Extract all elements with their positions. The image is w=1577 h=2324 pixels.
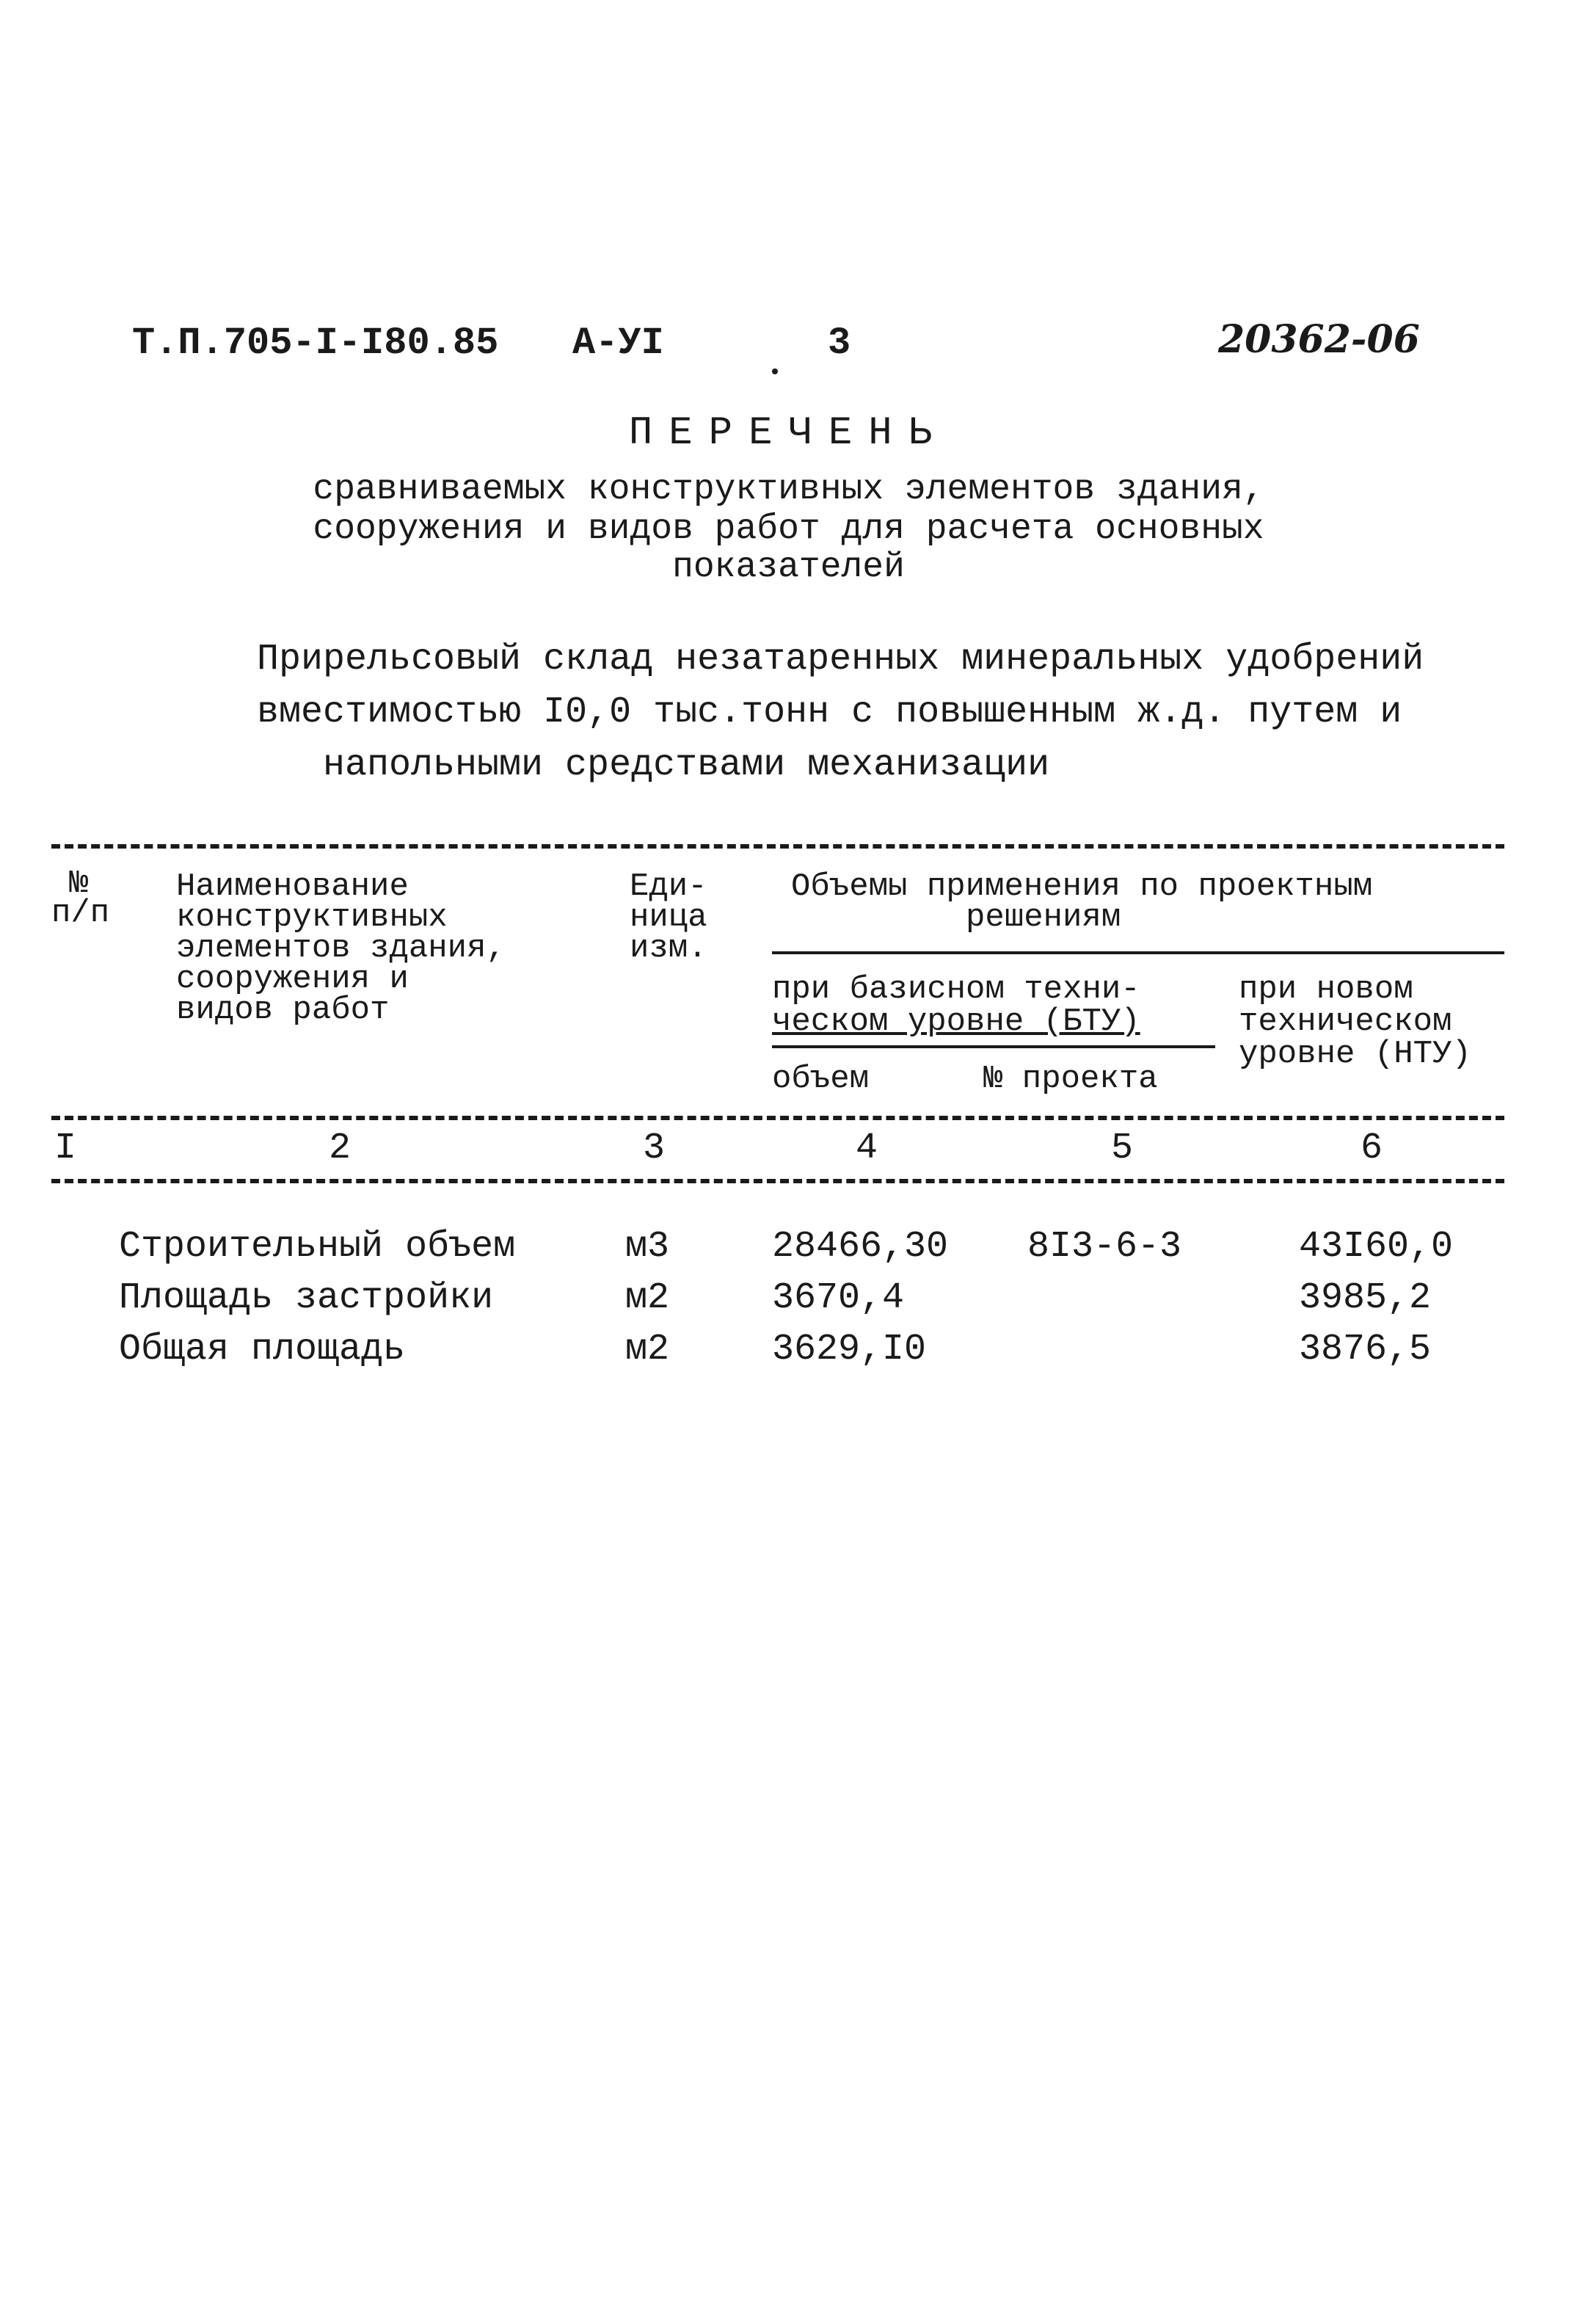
header-volumes-line-1: Объемы применения по проектным — [791, 868, 1373, 905]
header-btu-project: № проекта — [983, 1061, 1158, 1097]
row-3-name: Общая площадь — [119, 1329, 406, 1370]
row-1-btu-project: 8I3-6-3 — [1027, 1226, 1182, 1268]
row-2-ntu-volume: 3985,2 — [1299, 1277, 1432, 1319]
header-no-symbol: № — [69, 865, 89, 902]
column-numbers-bottom-rule — [51, 1179, 1504, 1183]
header-btu-rule — [772, 1045, 1215, 1048]
subtitle-line-1: сравниваемых конструктивных элементов здания, — [313, 470, 1264, 509]
header-bottom-rule — [51, 1116, 1504, 1120]
header-ntu-line-1: при новом — [1239, 971, 1413, 1008]
column-number-4: 4 — [856, 1127, 878, 1169]
column-number-1: I — [54, 1127, 77, 1169]
row-3-btu-volume: 3629,I0 — [772, 1329, 927, 1370]
row-2-btu-volume: 3670,4 — [772, 1277, 905, 1319]
row-2-name: Площадь застройки — [119, 1277, 494, 1319]
header-name-line-1: Наименование — [176, 868, 409, 905]
header-volumes-line-2: решениям — [966, 899, 1121, 936]
header-unit-line-3: изм. — [630, 930, 707, 967]
header-btu-line-1: при базисном техни- — [772, 971, 1140, 1008]
row-3-ntu-volume: 3876,5 — [1299, 1329, 1432, 1370]
row-1-btu-volume: 28466,30 — [772, 1226, 949, 1268]
header-name-line-4: сооружения и — [176, 961, 409, 998]
subtitle-line-3: показателей — [672, 548, 905, 587]
row-2-unit: м2 — [625, 1277, 670, 1319]
page-number: 3 — [828, 322, 851, 365]
ink-speck — [772, 368, 778, 374]
header-volumes-rule — [772, 951, 1504, 954]
header-btu-line-2: ческом уровне (БТУ) — [772, 1003, 1140, 1040]
document-code: Т.П.705-I-I80.85 — [132, 322, 499, 365]
row-1-ntu-volume: 43I60,0 — [1299, 1226, 1454, 1268]
header-name-line-5: видов работ — [176, 992, 390, 1028]
header-btu-volume: объем — [772, 1061, 870, 1097]
row-3-unit: м2 — [625, 1329, 670, 1370]
header-name-line-3: элементов здания, — [176, 930, 506, 967]
header-ntu-line-2: техническом — [1239, 1003, 1452, 1040]
row-1-name: Строительный объем — [119, 1226, 516, 1268]
header-unit-line-2: ница — [630, 899, 707, 936]
header-unit-line-1: Еди- — [630, 868, 707, 905]
column-number-3: 3 — [643, 1127, 666, 1169]
column-number-6: 6 — [1361, 1127, 1383, 1169]
column-number-5: 5 — [1111, 1127, 1134, 1169]
header-ntu-line-3: уровне (НТУ) — [1239, 1036, 1471, 1072]
album-number: А-УI — [572, 322, 664, 365]
header-no-label: п/п — [51, 895, 110, 932]
table-top-rule — [51, 844, 1504, 849]
column-number-2: 2 — [329, 1127, 352, 1169]
row-1-unit: м3 — [625, 1226, 670, 1268]
object-description-line-2: вместимостью I0,0 тыс.тонн с повышенным ж.д. путем и — [257, 691, 1402, 733]
subtitle-line-2: сооружения и видов работ для расчета основных — [313, 509, 1264, 549]
object-description-line-1: Прирельсовый склад незатаренных минеральных удобрений — [257, 639, 1424, 680]
page-title: ПЕРЕЧЕНЬ — [628, 411, 949, 456]
inventory-number: 20362-06 — [1218, 317, 1420, 362]
object-description-line-3: напольными средствами механизации — [323, 744, 1050, 786]
header-name-line-2: конструктивных — [176, 899, 448, 936]
